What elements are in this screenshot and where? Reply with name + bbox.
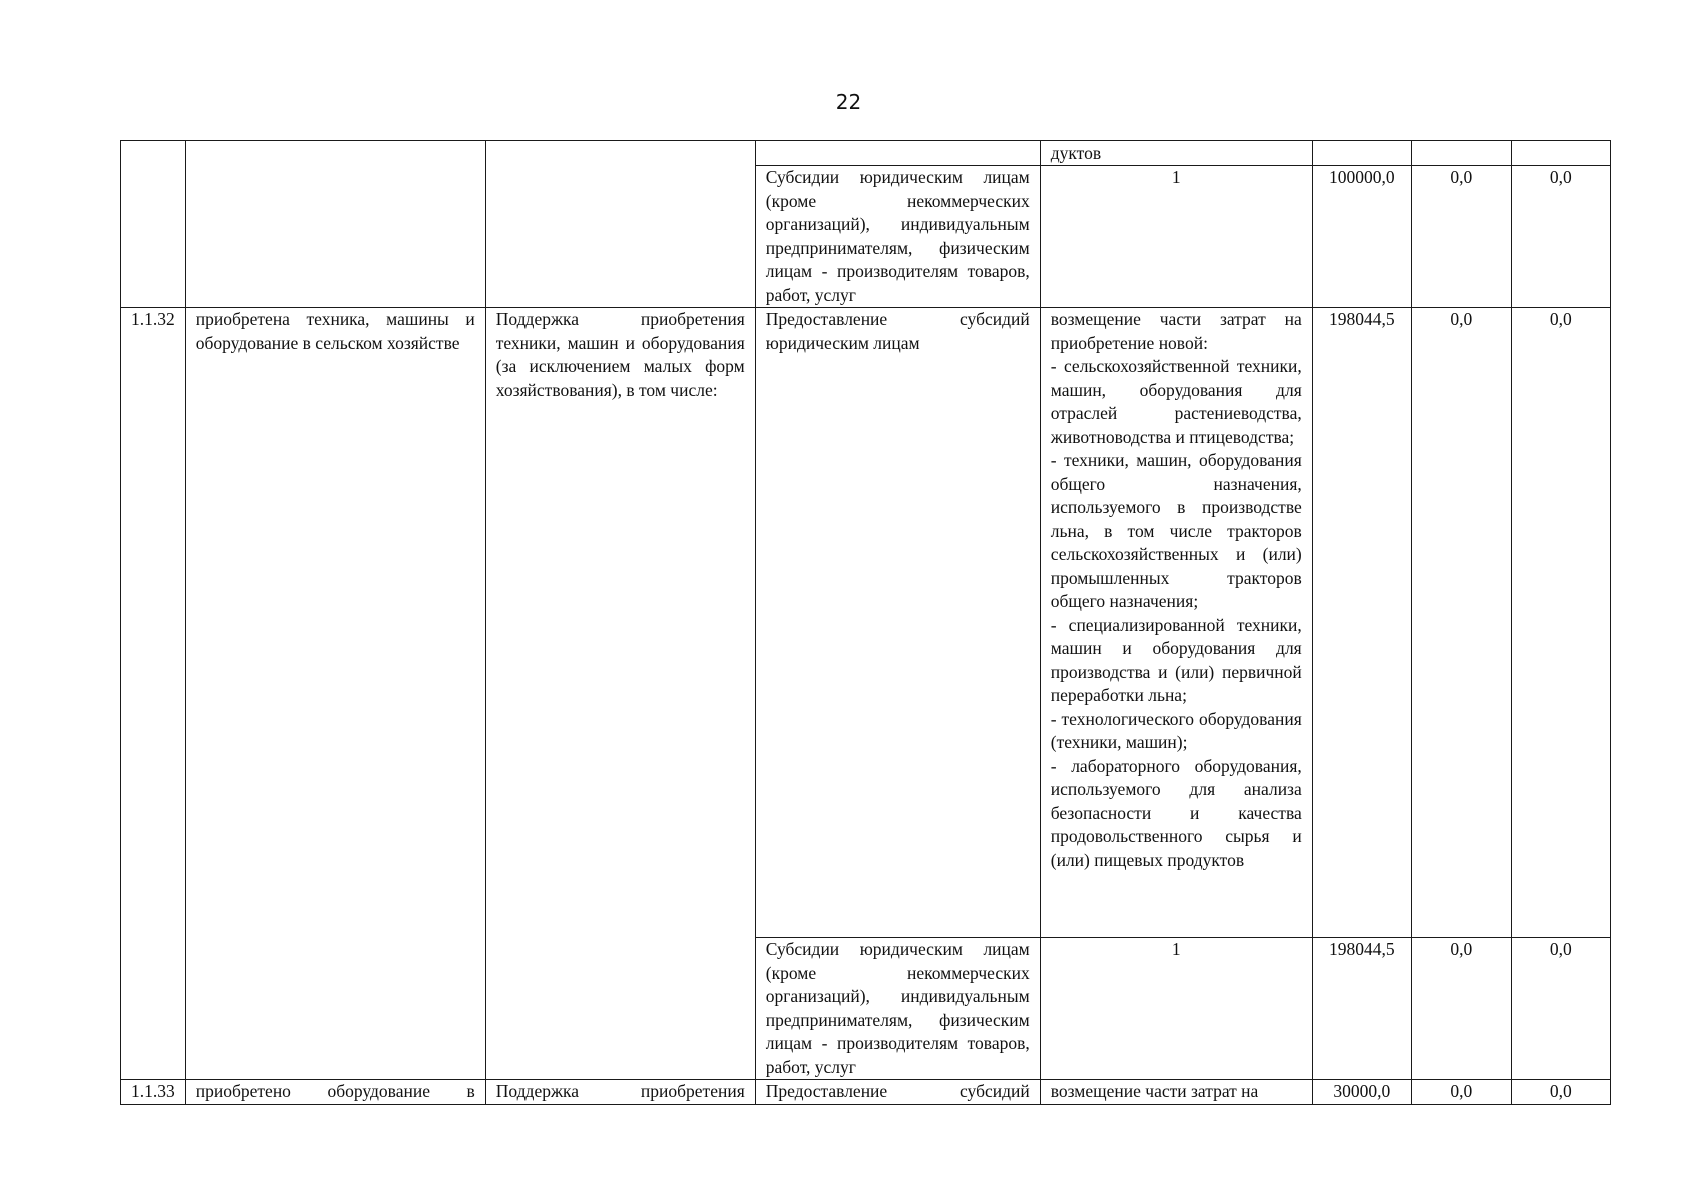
cell-type: Предоставление субсидий: [755, 1080, 1040, 1105]
cell-count: 1: [1040, 938, 1312, 1080]
table-row-continuation: [121, 141, 1611, 166]
cell-measure-empty: [485, 141, 755, 308]
cell-v3-empty: [1511, 141, 1610, 166]
purpose-line: возмещение части затрат на приобретение новой:: [1050, 309, 1302, 353]
cell-v2-empty: [1411, 141, 1511, 166]
cell-value-2: 0,0: [1411, 166, 1511, 308]
purpose-line: - технологического оборудования (техники, машин);: [1050, 708, 1302, 752]
cell-result-empty: [185, 141, 485, 308]
purpose-line: - специализированной техники, машин и оборудования для производства и (или) первичной переработки льна;: [1050, 614, 1302, 705]
cell-amount: 198044,5: [1312, 308, 1411, 938]
purpose-line: - техники, машин, оборудования общего назначения, используемого в производстве льна, в том числе тракторов сельскохозяйственных и (или) промышленных тракторов общего назначения;: [1050, 450, 1302, 611]
cell-amount: 198044,5: [1312, 938, 1411, 1080]
cell-amount-empty: [1312, 141, 1411, 166]
cell-purpose: возмещение части затрат на: [1040, 1080, 1312, 1105]
cell-amount: 30000,0: [1312, 1080, 1411, 1105]
cell-value-2: 0,0: [1411, 308, 1511, 938]
cell-result: приобретена техника, машины и оборудование в сельском хозяйстве: [185, 308, 485, 1080]
cell-purpose-tail: дуктов: [1040, 141, 1312, 166]
table-row-1-1-32: [121, 308, 1611, 938]
cell-value-3: 0,0: [1511, 938, 1610, 1080]
cell-value-3: 0,0: [1511, 1080, 1610, 1105]
cell-recipient: Субсидии юридическим лицам (кроме некоммерческих организаций), индивидуальным предпринимателям, физическим лицам - производителям товаров, работ, услуг: [755, 938, 1040, 1080]
cell-value-3: 0,0: [1511, 166, 1610, 308]
cell-type: Предоставление субсидий юридическим лицам: [755, 308, 1040, 938]
cell-result: приобретено оборудование в: [185, 1080, 485, 1105]
purpose-line: - лабораторного оборудования, используемого для анализа безопасности и качества продовольственного сырья и (или) пищевых продуктов: [1050, 755, 1302, 870]
purpose-line: - сельскохозяйственной техники, машин, оборудования для отраслей растениеводства, животноводства и птицеводства;: [1050, 356, 1302, 447]
cell-purpose: [1040, 308, 1312, 938]
table-row-1-1-33: [121, 1080, 1611, 1105]
cell-count: 1: [1040, 166, 1312, 308]
page-number: 22: [835, 90, 862, 114]
cell-value-2: 0,0: [1411, 938, 1511, 1080]
cell-amount: 100000,0: [1312, 166, 1411, 308]
cell-type-empty: [755, 141, 1040, 166]
cell-recipient: Субсидии юридическим лицам (кроме некоммерческих организаций), индивидуальным предпринимателям, физическим лицам - производителям товаров, работ, услуг: [755, 166, 1040, 308]
cell-code: 1.1.33: [121, 1080, 186, 1105]
cell-code-empty: [121, 141, 186, 308]
cell-measure: Поддержка приобретения техники, машин и оборудования (за исключением малых форм хозяйствования), в том числе:: [485, 308, 755, 1080]
cell-value-2: 0,0: [1411, 1080, 1511, 1105]
cell-code: 1.1.32: [121, 308, 186, 1080]
cell-value-3: 0,0: [1511, 308, 1610, 938]
cell-measure: Поддержка приобретения: [485, 1080, 755, 1105]
budget-table: [120, 140, 1611, 1105]
